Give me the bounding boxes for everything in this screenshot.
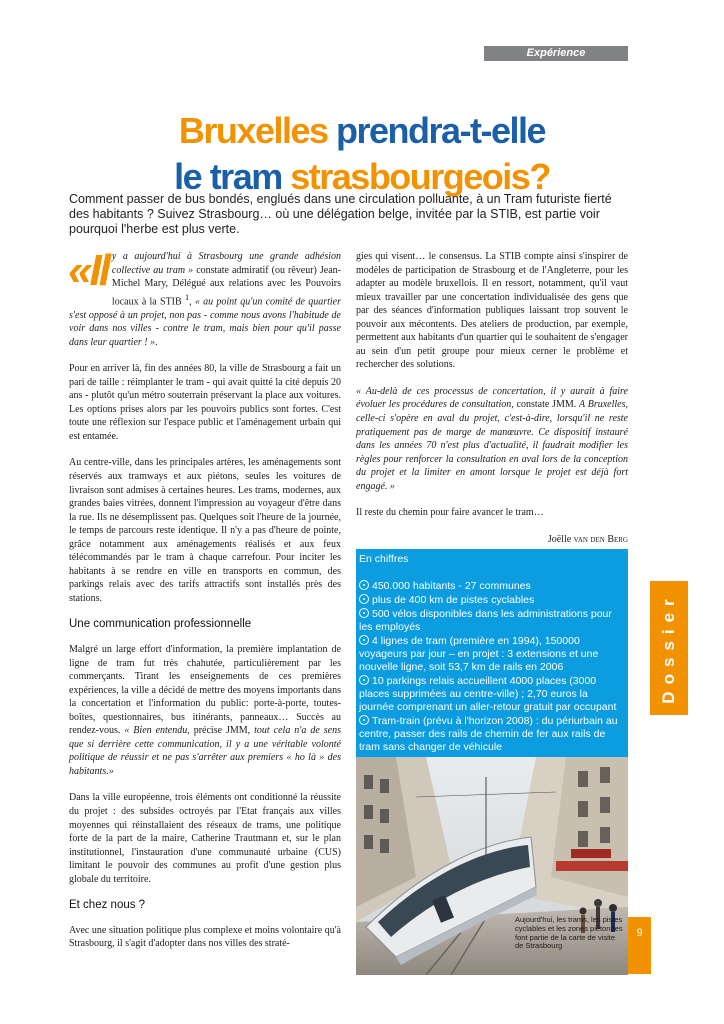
- target-bullet-icon: [359, 715, 369, 725]
- paragraph: Avec une situation politique plus complexe et moins volontaire qu'à Strasbourg, il s'agit d'adopter dans nos villes des straté-: [69, 924, 341, 950]
- paragraph: Il reste du chemin pour faire avancer le tram…: [356, 507, 544, 519]
- figures-item: plus de 400 km de pistes cyclables: [359, 593, 624, 607]
- figures-item: 500 vélos disponibles dans les administrations pour les employés: [359, 608, 612, 633]
- paragraph: Au centre-ville, dans les principales artères, les aménagements sont réservés aux tramways et aux piétons, seules les voitures de livraison sont admises à certaines heures. Les trams, modernes, aux grandes baies vitrées, donnent l'impression au voyageur d'être dans la rue. Ils ne désemplissent pas. Quelques soit l'heure de la journée, le temps de parcours reste identique. Il n'y a pas d'heure de pointe, grâce notamment aux aménagements réalisés et aux feux télécommandés par le tram à chaque carrefour. Pour inciter les habitants à se rendre en ville en transports en commun, des parkings relais avec des tarifs attractifs sont installés près des stations.: [69, 457, 341, 604]
- figures-box-title: En chiffres: [359, 553, 409, 565]
- target-bullet-icon: [359, 635, 369, 645]
- figures-item: 10 parkings relais accueillent 4000 places (3000 places supprimées au centre-ville) ; 2,70 euros la journée comprenant un aller-retour gratuit par occupant: [359, 675, 617, 713]
- target-bullet-icon: [359, 608, 369, 618]
- subheading: Et chez nous ?: [69, 899, 146, 912]
- article-title: [0, 108, 724, 200]
- footnote-marker: 1: [184, 292, 190, 302]
- target-bullet-icon: [359, 580, 369, 590]
- quote-paragraph: « Au-delà de ces processus de concertation, il y aurait à faire évoluer les procédures de consultation, constate JMM. A Bruxelles, celle-ci s'opère en aval du projet, c'est-à-dire, lorsqu'il ne reste pratiquement pas de marge de manœuvre. Ce dispositif instauré dans les années 70 n'est plus d'actualité, il faudrait modifier les règles pour renforcer la consultation en aval lors de la conception du projet et la limiter en amont lorsque le projet est déjà fort engagé. »: [356, 385, 628, 492]
- target-bullet-icon: [359, 594, 369, 604]
- figures-item: Tram-train (prévu à l'horizon 2008) : du périurbain au centre, passer des rails de chemin de fer aux rails de tram sans changer de véhicule: [359, 715, 618, 753]
- title-line-1: Bruxelles prendra-t-elle: [178, 110, 546, 151]
- figures-box: [356, 549, 628, 757]
- article-lead: Comment passer de bus bondés, englués dans une circulation polluante, à un Tram futuriste fierté des habitants ? Suivez Strasbourg… où une délégation belge, invitée par la STIB, est partie voir pourquoi l'herbe est plus verte.: [69, 192, 612, 236]
- subheading: Une communication professionnelle: [69, 618, 252, 631]
- figures-item: 4 lignes de tram (première en 1994), 150000 voyageurs par jour – en projet : 3 extensions et une nouvelle ligne, soit 53,7 km de rails en 2006: [359, 635, 599, 673]
- dossier-side-label: Dossier: [659, 592, 678, 704]
- paragraph: Pour en arriver là, fin des années 80, la ville de Strasbourg a fait un pari de taille : réimplanter le tram - qui avait quitté la cité depuis 20 ans - plutôt qu'un métro souterrain préservant la place aux voitures. Les options prises alors par les pouvoirs publics sont fortes. C'est toute une réflexion sur l'espace public et l'aménagement urbain qui est entamée.: [69, 363, 341, 442]
- paragraph: gies qui visent… le consensus. La STIB compte ainsi s'inspirer de modèles de participation de Strasbourg et de l'Angleterre, pour les adapter au modèle bruxellois. Il en ressort, notamment, qu'il vaut mieux travailler par une concertation individualisée des gens que par des séances d'information publiques laissant trop souvent le pouvoir aux mécontents. Des ateliers de production, par exemple, permettent aux habitants d'un quartier qui le souhaitent de s'engager au sein d'un petit groupe pour mieux cerner le problème et rechercher des solutions.: [356, 251, 628, 371]
- target-bullet-icon: [359, 675, 369, 685]
- column-left: [68, 246, 342, 964]
- photo-caption: Aujourd'hui, les trams, les pistes cyclables et les zones piétonnes font partie de la carte de visite de Strasbourg: [515, 915, 623, 951]
- paragraph-intro: «Il y a aujourd'hui à Strasbourg une grande adhésion collective au tram » constate admiratif (ou rêveur) Jean-Michel Mary, Délégué aux relations avec les Pouvoirs locaux à la STIB $^1$, « au point qu'un comité de quartier s'est opposé à un projet, non pas - comme nous avons l'habitude de voir dans nos villes - contre le tram, mais bien pour qu'il passe dans leur quartier ! ».: [68, 246, 341, 348]
- drop-cap: «Il: [68, 246, 108, 295]
- figures-item: 450.000 habitants - 27 communes: [359, 579, 624, 593]
- author-signature: Joëlle van den Berg: [547, 533, 628, 545]
- paragraph: Malgré un large effort d'information, la première implantation de ligne de tram fut très chahutée, particulièrement par les commerçants. Tirant les enseignements de ces premières expériences, la ville a décidé de mettre des moyens importants dans la concertation et l'information du public: porte-à-porte, toutes-boîtes, questionnaires, bus itinérants, panneaux… Succès au rendez-vous. « Bien entendu, précise JMM, tout cela n'a de sens que si derrière cette communication, il y a une véritable volonté politique de réussir et ne pas s'arrêter aux premiers « ho là » des habitants.»: [69, 644, 342, 777]
- section-label: Expérience: [484, 46, 628, 61]
- page-number: 9: [628, 917, 651, 974]
- paragraph: Dans la ville européenne, trois éléments ont conditionné la réussite du projet : des subsides octroyés par l'Etat français aux villes moyennes qui réinstallaient des réseaux de trams, une politique forte de la part de la maire, Catherine Trautmann et, sur le plan institutionnel, l'instauration d'une communauté urbaine (CUS) limitant le pouvoir des communes au profit d'une gestion plus globale du territoire.: [69, 792, 341, 885]
- column-right: [356, 250, 628, 546]
- title-line-2: le tram strasbourgeois?: [174, 156, 550, 197]
